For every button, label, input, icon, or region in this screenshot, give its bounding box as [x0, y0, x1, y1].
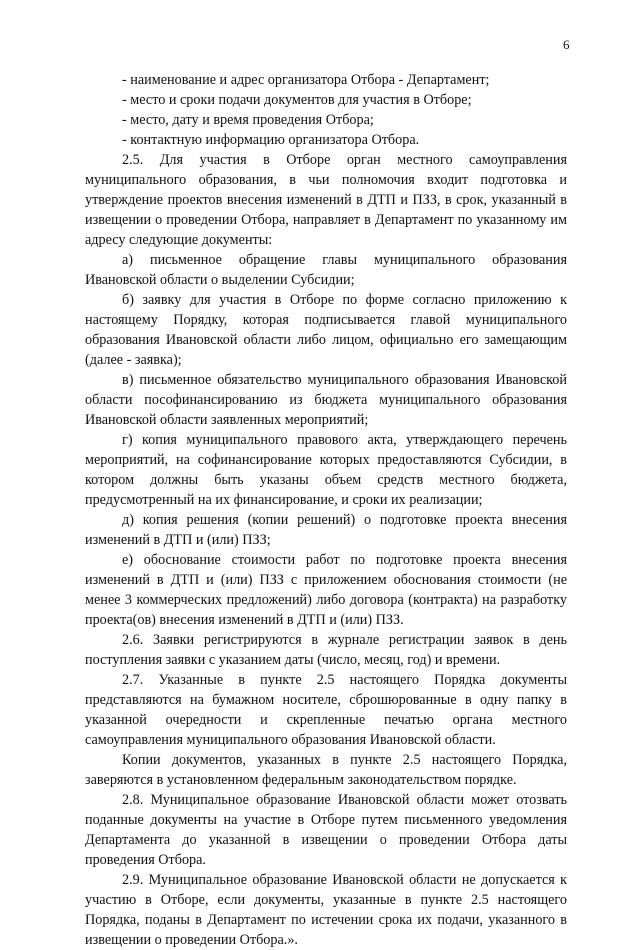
clause-2-6: 2.6. Заявки регистрируются в журнале регистрации заявок в день поступления заявки с указанием даты (число, месяц, год) и времени. [85, 632, 567, 668]
clause-2-5: 2.5. Для участия в Отборе орган местного самоуправления муниципального образования, в чьи полномочия входит подготовка и утверждение проектов внесения изменений в ДТП и ПЗЗ, в срок, указанный в извещении о проведении Отбора, направляет в Департамент по указанному им адресу следующие документы: [85, 152, 567, 248]
clause-2-5-e: е) обоснование стоимости работ по подготовке проекта внесения изменений в ДТП и (или) ПЗЗ с приложением обоснования стоимости (не менее 3 коммерческих предложений) либо договора (контракта) на разработку проекта(ов) внесения изменений в ДТП и (или) ПЗЗ. [85, 552, 567, 628]
list-item-selection-time: - место, дату и время проведения Отбора; [122, 112, 374, 128]
document-body [85, 70, 567, 950]
clause-2-5-a: а) письменное обращение главы муниципального образования Ивановской области о выделении Субсидии; [85, 252, 567, 288]
page-number: 6 [563, 37, 570, 52]
clause-2-5-b: б) заявку для участия в Отборе по форме согласно приложению к настоящему Порядку, которая подписывается главой муниципального образования Ивановской области либо лицом, официально его замещающим (далее - заявка); [85, 292, 567, 368]
list-item-organizer: - наименование и адрес организатора Отбора - Департамент; [122, 72, 490, 88]
list-item-submission-place: - место и сроки подачи документов для участия в Отборе; [122, 92, 472, 108]
clause-2-5-g: г) копия муниципального правового акта, утверждающего перечень мероприятий, на софинансирование которых предоставляются Субсидии, в котором должны быть указаны объем средств местного бюджета, предусмотренный на их финансирование, и сроки их реализации; [85, 432, 567, 508]
clause-2-5-d: д) копия решения (копии решений) о подготовке проекта внесения изменений в ДТП и (или) ПЗЗ; [85, 512, 567, 548]
clause-2-9: 2.9. Муниципальное образование Ивановской области не допускается к участию в Отборе, если документы, указанные в пункте 2.5 настоящего Порядка, поданы в Департамент по истечении срока их подачи, указанного в извещении о проведении Отбора.». [85, 872, 567, 948]
clause-2-7-copies: Копии документов, указанных в пункте 2.5 настоящего Порядка, заверяются в установленном федеральным законодательством порядке. [85, 752, 567, 788]
list-item-contact-info: - контактную информацию организатора Отбора. [122, 132, 420, 148]
clause-2-7: 2.7. Указанные в пункте 2.5 настоящего Порядка документы представляются на бумажном носителе, сброшюрованные в одну папку в указанной очередности и скрепленные печатью органа местного самоуправления муниципального образования Ивановской области. [85, 672, 567, 748]
clause-2-8: 2.8. Муниципальное образование Ивановской области может отозвать поданные документы на участие в Отборе путем письменного уведомления Департамента до указанной в извещении о проведении Отбора даты проведения Отбора. [85, 792, 567, 868]
clause-2-5-v: в) письменное обязательство муниципального образования Ивановской области пософинансированию из бюджета муниципального образования Ивановской области заявленных мероприятий; [85, 372, 567, 428]
